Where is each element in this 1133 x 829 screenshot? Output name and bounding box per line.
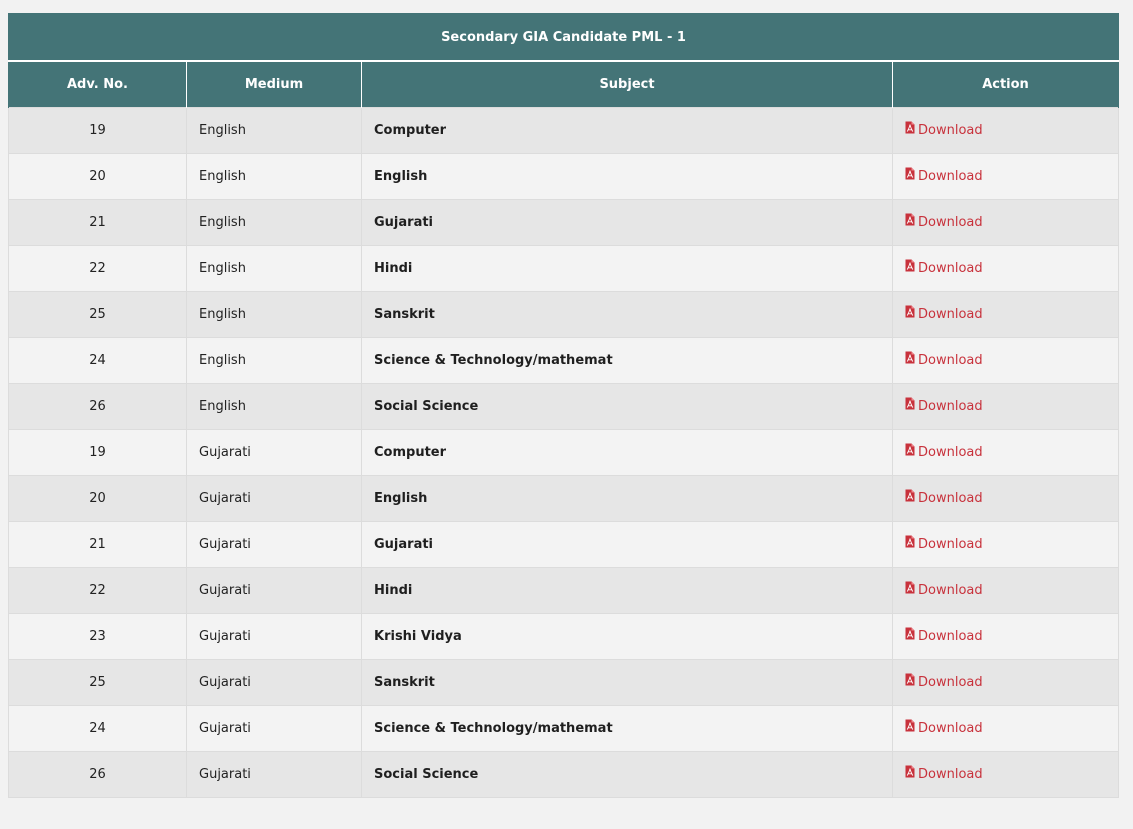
cell-adv-no: 19 <box>9 430 187 476</box>
cell-adv-no: 25 <box>9 292 187 338</box>
cell-adv-no: 21 <box>9 200 187 246</box>
download-label: Download <box>918 721 983 736</box>
cell-action <box>893 154 1119 200</box>
file-pdf-icon <box>905 398 915 415</box>
table-title-row <box>9 14 1119 62</box>
download-link[interactable] <box>905 398 983 415</box>
file-pdf-icon <box>905 582 915 599</box>
cell-medium: English <box>187 108 362 154</box>
cell-medium: English <box>187 246 362 292</box>
cell-adv-no: 22 <box>9 568 187 614</box>
cell-action <box>893 522 1119 568</box>
cell-subject: Science & Technology/mathemat <box>362 706 893 752</box>
file-pdf-icon <box>905 260 915 277</box>
download-link[interactable] <box>905 260 983 277</box>
file-pdf-icon <box>905 168 915 185</box>
header-adv-no: Adv. No. <box>9 61 187 108</box>
cell-medium: English <box>187 154 362 200</box>
cell-medium: Gujarati <box>187 522 362 568</box>
cell-action <box>893 108 1119 154</box>
download-label: Download <box>918 537 983 552</box>
table-row <box>9 292 1119 338</box>
table-row <box>9 568 1119 614</box>
download-label: Download <box>918 123 983 138</box>
cell-action <box>893 752 1119 798</box>
cell-medium: Gujarati <box>187 660 362 706</box>
table-row <box>9 614 1119 660</box>
file-pdf-icon <box>905 490 915 507</box>
table-row <box>9 108 1119 154</box>
cell-subject: Gujarati <box>362 522 893 568</box>
cell-subject: Krishi Vidya <box>362 614 893 660</box>
cell-adv-no: 24 <box>9 338 187 384</box>
cell-subject: Hindi <box>362 568 893 614</box>
cell-action <box>893 614 1119 660</box>
table-header-row <box>9 61 1119 108</box>
cell-adv-no: 24 <box>9 706 187 752</box>
cell-adv-no: 21 <box>9 522 187 568</box>
download-link[interactable] <box>905 720 983 737</box>
pml-table-container <box>8 13 1118 798</box>
cell-subject: Computer <box>362 430 893 476</box>
cell-subject: Hindi <box>362 246 893 292</box>
file-pdf-icon <box>905 766 915 783</box>
table-row <box>9 384 1119 430</box>
download-label: Download <box>918 399 983 414</box>
file-pdf-icon <box>905 122 915 139</box>
file-pdf-icon <box>905 536 915 553</box>
cell-subject: Science & Technology/mathemat <box>362 338 893 384</box>
download-link[interactable] <box>905 352 983 369</box>
download-link[interactable] <box>905 766 983 783</box>
download-link[interactable] <box>905 122 983 139</box>
cell-action <box>893 246 1119 292</box>
cell-adv-no: 26 <box>9 752 187 798</box>
download-label: Download <box>918 215 983 230</box>
cell-action <box>893 476 1119 522</box>
cell-adv-no: 25 <box>9 660 187 706</box>
file-pdf-icon <box>905 306 915 323</box>
download-link[interactable] <box>905 536 983 553</box>
file-pdf-icon <box>905 444 915 461</box>
cell-medium: English <box>187 338 362 384</box>
download-link[interactable] <box>905 628 983 645</box>
cell-action <box>893 292 1119 338</box>
file-pdf-icon <box>905 720 915 737</box>
cell-action <box>893 430 1119 476</box>
cell-medium: English <box>187 384 362 430</box>
download-link[interactable] <box>905 214 983 231</box>
download-label: Download <box>918 675 983 690</box>
cell-action <box>893 338 1119 384</box>
cell-medium: Gujarati <box>187 752 362 798</box>
download-label: Download <box>918 307 983 322</box>
cell-adv-no: 22 <box>9 246 187 292</box>
table-row <box>9 476 1119 522</box>
cell-medium: Gujarati <box>187 476 362 522</box>
table-row <box>9 154 1119 200</box>
table-row <box>9 246 1119 292</box>
table-row <box>9 338 1119 384</box>
pml-table <box>8 13 1119 798</box>
download-label: Download <box>918 353 983 368</box>
cell-medium: English <box>187 200 362 246</box>
cell-subject: Sanskrit <box>362 660 893 706</box>
download-label: Download <box>918 445 983 460</box>
table-row <box>9 430 1119 476</box>
cell-adv-no: 20 <box>9 154 187 200</box>
cell-medium: Gujarati <box>187 614 362 660</box>
download-link[interactable] <box>905 444 983 461</box>
download-label: Download <box>918 261 983 276</box>
header-subject: Subject <box>362 61 893 108</box>
cell-subject: Sanskrit <box>362 292 893 338</box>
cell-subject: English <box>362 476 893 522</box>
download-label: Download <box>918 583 983 598</box>
header-medium: Medium <box>187 61 362 108</box>
download-link[interactable] <box>905 674 983 691</box>
cell-medium: Gujarati <box>187 568 362 614</box>
cell-adv-no: 20 <box>9 476 187 522</box>
table-row <box>9 706 1119 752</box>
download-label: Download <box>918 629 983 644</box>
cell-subject: Gujarati <box>362 200 893 246</box>
table-row <box>9 660 1119 706</box>
cell-adv-no: 23 <box>9 614 187 660</box>
cell-action <box>893 384 1119 430</box>
file-pdf-icon <box>905 628 915 645</box>
download-link[interactable] <box>905 582 983 599</box>
table-row <box>9 752 1119 798</box>
cell-medium: English <box>187 292 362 338</box>
cell-action <box>893 660 1119 706</box>
file-pdf-icon <box>905 352 915 369</box>
cell-subject: Social Science <box>362 384 893 430</box>
download-link[interactable] <box>905 490 983 507</box>
cell-subject: Social Science <box>362 752 893 798</box>
cell-subject: Computer <box>362 108 893 154</box>
table-title: Secondary GIA Candidate PML - 1 <box>9 14 1119 62</box>
cell-action <box>893 200 1119 246</box>
download-label: Download <box>918 767 983 782</box>
cell-adv-no: 19 <box>9 108 187 154</box>
table-row <box>9 522 1119 568</box>
download-link[interactable] <box>905 306 983 323</box>
file-pdf-icon <box>905 214 915 231</box>
download-label: Download <box>918 491 983 506</box>
download-link[interactable] <box>905 168 983 185</box>
table-row <box>9 200 1119 246</box>
cell-action <box>893 706 1119 752</box>
cell-subject: English <box>362 154 893 200</box>
file-pdf-icon <box>905 674 915 691</box>
cell-action <box>893 568 1119 614</box>
cell-medium: Gujarati <box>187 706 362 752</box>
cell-medium: Gujarati <box>187 430 362 476</box>
table-body <box>9 108 1119 798</box>
cell-adv-no: 26 <box>9 384 187 430</box>
header-action: Action <box>893 61 1119 108</box>
download-label: Download <box>918 169 983 184</box>
